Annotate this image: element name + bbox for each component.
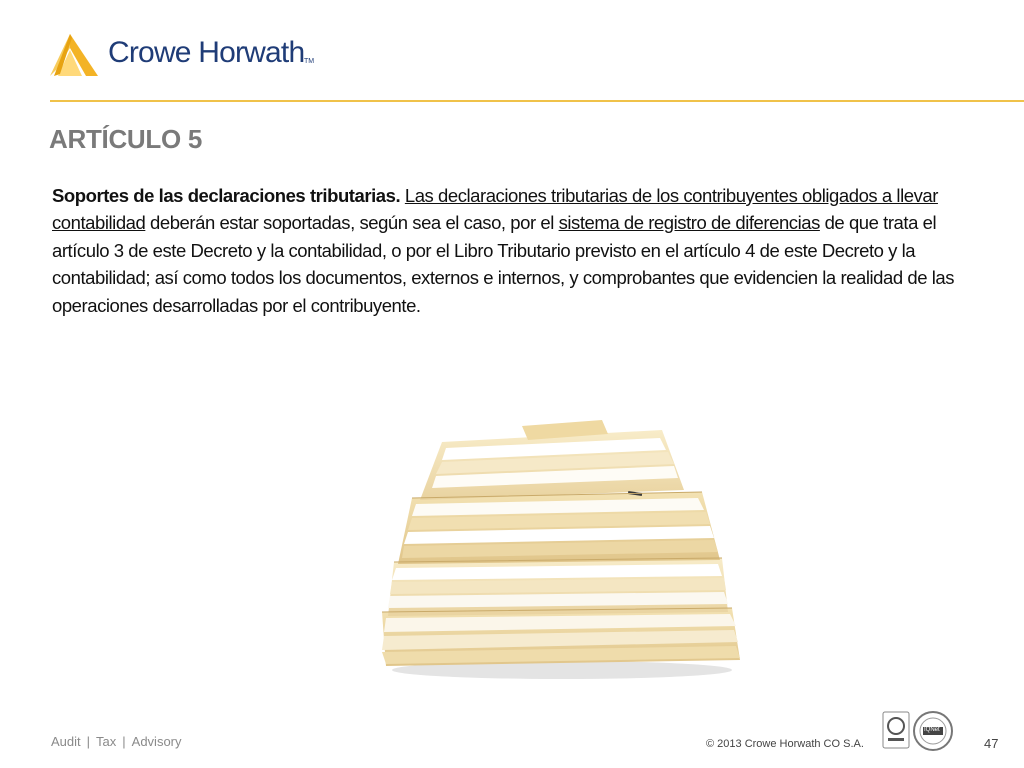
article-text-part: de que trata el artículo 3 de este Decreto y la contabilidad, o por el Libro Tributario previsto en el artículo 4 de este Decreto y la contabilidad; así como todos los documentos, externos e internos, y comprobantes que evidencien la realidad de las operaciones desarrolladas por el contribuyente. bbox=[52, 212, 955, 316]
footer-service-tax: Tax bbox=[96, 734, 117, 749]
stacked-files-image bbox=[372, 412, 752, 682]
footer-service-advisory: Advisory bbox=[131, 734, 182, 749]
slide-title: ARTÍCULO 5 bbox=[49, 124, 203, 154]
header-divider bbox=[50, 100, 1024, 102]
certification-seal-icon bbox=[881, 710, 955, 754]
footer-services bbox=[51, 734, 182, 749]
page-number: 47 bbox=[984, 736, 999, 751]
crowe-triangle-logo-icon bbox=[48, 30, 104, 80]
underlined-phrase-sistema: sistema de registro de diferencias bbox=[558, 212, 820, 234]
iqnet-seal-label: IQNet bbox=[924, 727, 940, 733]
footer-service-audit: Audit bbox=[51, 734, 81, 749]
article-text-part: deberán estar soportadas, según sea el caso, por el bbox=[145, 212, 559, 234]
footer-separator: | bbox=[86, 734, 91, 749]
stacked-paper-files-icon bbox=[372, 412, 752, 682]
brand-name: Crowe Horwath bbox=[108, 36, 305, 69]
article-lead: Soportes de las declaraciones tributarias. bbox=[52, 185, 401, 206]
crowe-horwath-logo bbox=[48, 30, 338, 80]
copyright-notice: © 2013 Crowe Horwath CO S.A. bbox=[706, 738, 864, 750]
article-body bbox=[52, 182, 957, 319]
trademark-mark: TM bbox=[304, 58, 315, 65]
certification-seals bbox=[881, 710, 955, 754]
footer-separator: | bbox=[122, 734, 126, 749]
underlined-phrase-obligados: Las declaraciones tributarias de los contribuyentes obligados a llevar contabilidad bbox=[52, 185, 938, 234]
